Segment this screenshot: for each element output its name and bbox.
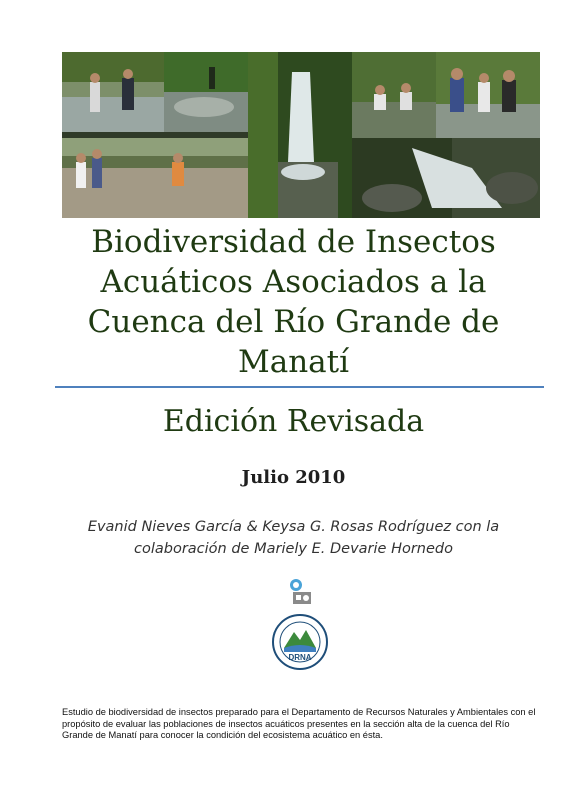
document-subtitle: Edición Revisada [162, 404, 425, 439]
title-line: Cuenca del Río Grande de [87, 304, 500, 340]
authors [40, 516, 547, 560]
photo-researchers-sampling [352, 52, 436, 138]
authors-line: colaboración de Mariely E. Devarie Hornedo [134, 541, 453, 557]
title-line: Biodiversidad de Insectos [91, 224, 496, 260]
photo-rocky-stream [352, 138, 540, 218]
title-line: Acuáticos Asociados a la [100, 264, 487, 300]
photo-waterfall [248, 52, 352, 218]
study-description: Estudio de biodiversidad de insectos preparado para el Departamento de Recursos Naturales y Ambientales con el propósito de evaluar las poblaciones de insectos acuáticos presentes en la sección alta de la cuenca del Río Grande de Manatí para conocer la condición del ecosistema acuático en ésta. [62, 707, 536, 741]
drna-seal-logo [272, 614, 328, 670]
institution-logo-icon [287, 577, 313, 605]
document-title [40, 222, 547, 382]
cover-photo-collage [62, 52, 540, 218]
title-line: Manatí [237, 344, 350, 380]
authors-line: Evanid Nieves García & Keysa G. Rosas Rodríguez con la [87, 519, 500, 535]
photo-group-in-river [436, 52, 540, 138]
photo-stream [164, 52, 248, 132]
title-divider [55, 386, 544, 388]
photo-wading-river [62, 138, 248, 218]
photo-researchers-in-river [62, 52, 164, 132]
seal-text: DRNA [288, 653, 312, 662]
publication-date: Julio 2010 [241, 467, 346, 488]
